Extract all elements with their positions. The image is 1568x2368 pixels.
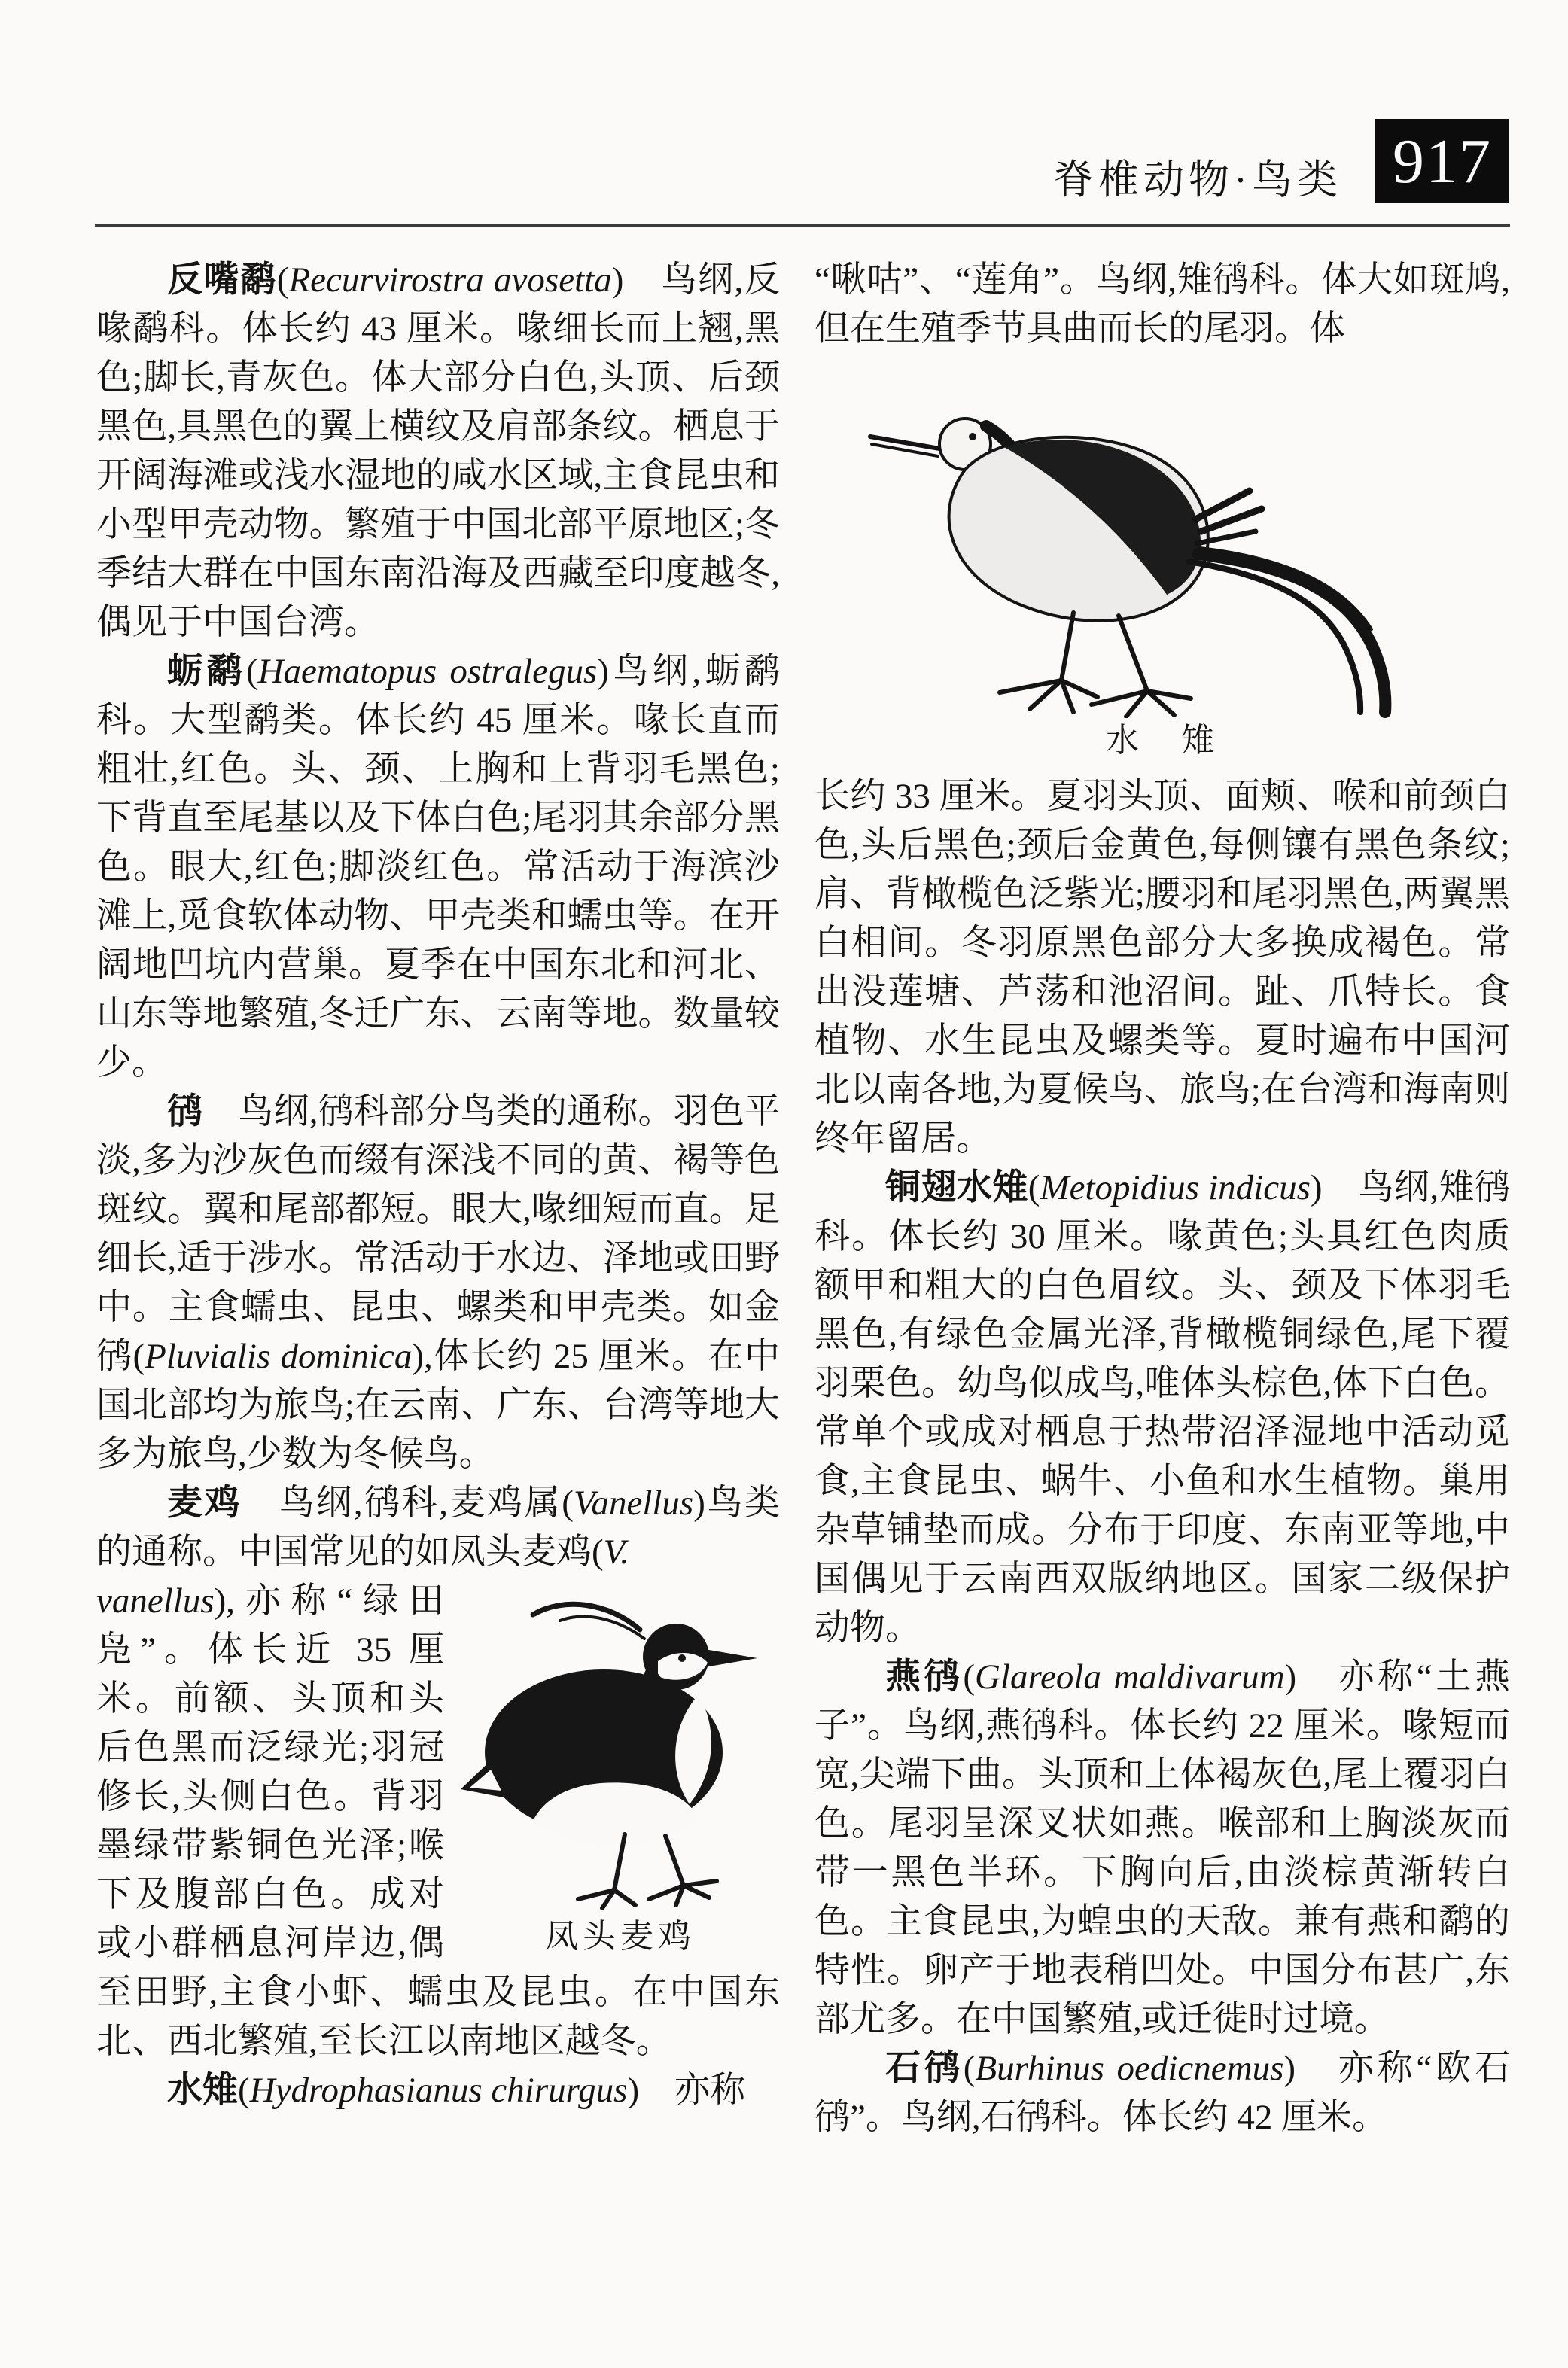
- latin-name: Pluvialis dominica: [145, 1337, 413, 1376]
- latin-name: Recurvirostra avosetta: [288, 260, 612, 300]
- entry-text: )鸟纲,蛎鹬科。大型鹬类。体长约 45 厘米。喙长直而粗壮,红色。头、颈、上胸和上背羽毛黑色;下背直至尾基以及下体白色;尾羽其余部分黑色。眼大,红色;脚淡红色。常活动于海滨沙滩上,觅食软体动物、甲壳类和蠕虫等。在开阔地凹坑内营巢。夏季在中国东北和河北、山东等地繁殖,冬迁广东、云南等地。数量较少。: [96, 652, 781, 1082]
- entry-lapwing-part2: [96, 1577, 780, 2066]
- jacana-caption: 水 雉: [1106, 722, 1219, 759]
- entry-oriental-pratincole: [814, 1653, 1510, 2044]
- headword: 鸻: [167, 1092, 203, 1131]
- lapwing-caption: 凤头麦鸡: [545, 1918, 696, 1955]
- entry-text: ) 亦称: [627, 2071, 746, 2110]
- lapwing-bird-illustration: [461, 1583, 780, 1914]
- entry-text: 鸟纲,鸻科部分鸟类的通称。羽色平淡,多为沙灰色而缀有深浅不同的黄、褐等色斑纹。翼和尾部都短。眼大,喙细短而直。足细长,适于涉水。常活动于水边、泽地或田野中。主食蠕虫、昆虫、螺类和甲壳类。如金鸻(: [96, 1092, 781, 1376]
- entry-text: ) 鸟纲,反喙鹬科。体长约 43 厘米。喙细长而上翘,黑色;脚长,青灰色。体大部分白色,头顶、后颈黑色,具黑色的翼上横纹及肩部条纹。栖息于开阔海滩或浅水湿地的咸水区域,主食昆虫和小型甲壳动物。繁殖于中国北部平原地区;冬季结大群在中国东南沿海及西藏至印度越冬,偶见于中国台湾。: [96, 260, 781, 642]
- entry-bronze-winged-jacana: [814, 1164, 1510, 1653]
- headword: 蛎鹬: [167, 652, 246, 691]
- entry-text: ) 鸟纲,雉鸻科。体长约 30 厘米。喙黄色;头具红色肉质额甲和粗大的白色眉纹。头、颈及下体羽毛黑色,有绿色金属光泽,背橄榄铜绿色,尾下覆羽栗色。幼鸟似成鸟,唯体头棕色,体下白色。常单个或成对栖息于热带沼泽湿地中活动觅食,主食昆虫、蜗牛、小鱼和水生植物。巢用杂草铺垫而成。分布于印度、东南亚等地,中国偶见于云南西双版纳地区。国家二级保护动物。: [814, 1168, 1511, 1648]
- entry-text: (: [963, 1657, 975, 1697]
- column-right: [814, 256, 1510, 2142]
- entry-text: (: [963, 2049, 976, 2088]
- latin-name: Metopidius indicus: [1040, 1168, 1311, 1207]
- entry-text: 鸟纲,鸻科,麦鸡属(: [242, 1484, 574, 1523]
- entry-text: ) 亦称“欧石鸻”。鸟纲,石鸻科。体长约 42 厘米。: [814, 2049, 1511, 2137]
- entry-text: “啾咕”、“莲角”。鸟纲,雉鸻科。体大如斑鸠,但在生殖季节具曲而长的尾羽。体: [814, 260, 1510, 349]
- entry-oystercatcher: [96, 647, 780, 1088]
- lapwing-figure: [461, 1583, 780, 1956]
- latin-name: Burhinus oedicnemus: [975, 2049, 1284, 2088]
- entry-text: (: [276, 260, 289, 300]
- entry-text: ) 亦称“土燕子”。鸟纲,燕鸻科。体长约 22 厘米。喙短而宽,尖端下曲。头顶和上体褐灰色,尾上覆羽白色。尾羽呈深叉状如燕。喉部和上胸淡灰而带一黑色半环。下胸向后,由淡棕黄渐转白色。主食昆虫,为蝗虫的天敌。兼有燕和鹬的特性。卵产于地表稍凹处。中国分布甚广,东部尤多。在中国繁殖,或迁徙时过境。: [814, 1657, 1510, 2039]
- page-number-badge: [1375, 119, 1509, 203]
- headword: 水雉: [167, 2071, 238, 2110]
- column-left: [96, 256, 780, 2115]
- entry-text: (: [1028, 1168, 1040, 1207]
- entry-stone-curlew: [814, 2044, 1510, 2142]
- entry-text: 长约 33 厘米。夏羽头顶、面颊、喉和前颈白色,头后黑色;颈后金黄色,每侧镶有黑色条纹;肩、背橄榄色泛紫光;腰羽和尾羽黑色,两翼黑白相间。冬羽原黑色部分大多换成褐色。常出没莲塘、芦荡和池沼间。趾、爪特长。食植物、水生昆虫及螺类等。夏时遍布中国河北以南各地,为夏候鸟、旅鸟;在台湾和海南则终年留居。: [814, 777, 1510, 1158]
- jacana-continuation-1: [814, 256, 1510, 354]
- header-rule: [95, 224, 1510, 227]
- jacana-continuation-2: [814, 772, 1510, 1164]
- entry-text: ),体长约 25 厘米。在中国北部均为旅鸟;在云南、广东、台湾等地大多为旅鸟,少数为冬候鸟。: [96, 1337, 781, 1474]
- entry-plover: [96, 1088, 780, 1479]
- entry-pheasant-tailed-jacana-start: [96, 2066, 780, 2115]
- headword: 麦鸡: [167, 1484, 242, 1523]
- entry-text: (: [238, 2071, 250, 2110]
- jacana-bird-illustration: [842, 364, 1483, 718]
- headword: 铜翅水雉: [885, 1168, 1028, 1207]
- entry-text: (: [245, 652, 258, 691]
- latin-name: V.: [603, 1533, 630, 1572]
- entry-text: )鸟类的通称。中国常见的如凤头麦鸡(: [96, 1484, 781, 1572]
- latin-name: Hydrophasianus chirurgus: [249, 2071, 628, 2110]
- section-title: 脊椎动物·鸟类: [1053, 157, 1342, 202]
- headword: 反嘴鹬: [167, 260, 277, 300]
- entry-text: ),亦称“绿田凫”。体长近 35 厘米。前额、头顶和头后色黑而泛绿光;羽冠修长,头侧白色。背羽墨绿带紫铜色光泽;喉下及腹部白色。成对或小群栖息河岸边,偶至田野,主食小虾、蠕虫及昆虫。在中国东北、西北繁殖,至长江以南地区越冬。: [96, 1581, 780, 2061]
- page-number: 917: [1393, 126, 1492, 196]
- entry-lapwing-part1: [96, 1479, 780, 1577]
- headword: 石鸻: [885, 2049, 964, 2088]
- latin-name: Glareola maldivarum: [974, 1657, 1285, 1697]
- latin-name: Vanellus: [573, 1484, 694, 1523]
- latin-name: Haematopus ostralegus: [257, 652, 598, 691]
- headword: 燕鸻: [885, 1657, 964, 1697]
- jacana-figure: [842, 364, 1483, 760]
- latin-name: vanellus: [96, 1581, 215, 1621]
- entry-avocet: [96, 256, 780, 647]
